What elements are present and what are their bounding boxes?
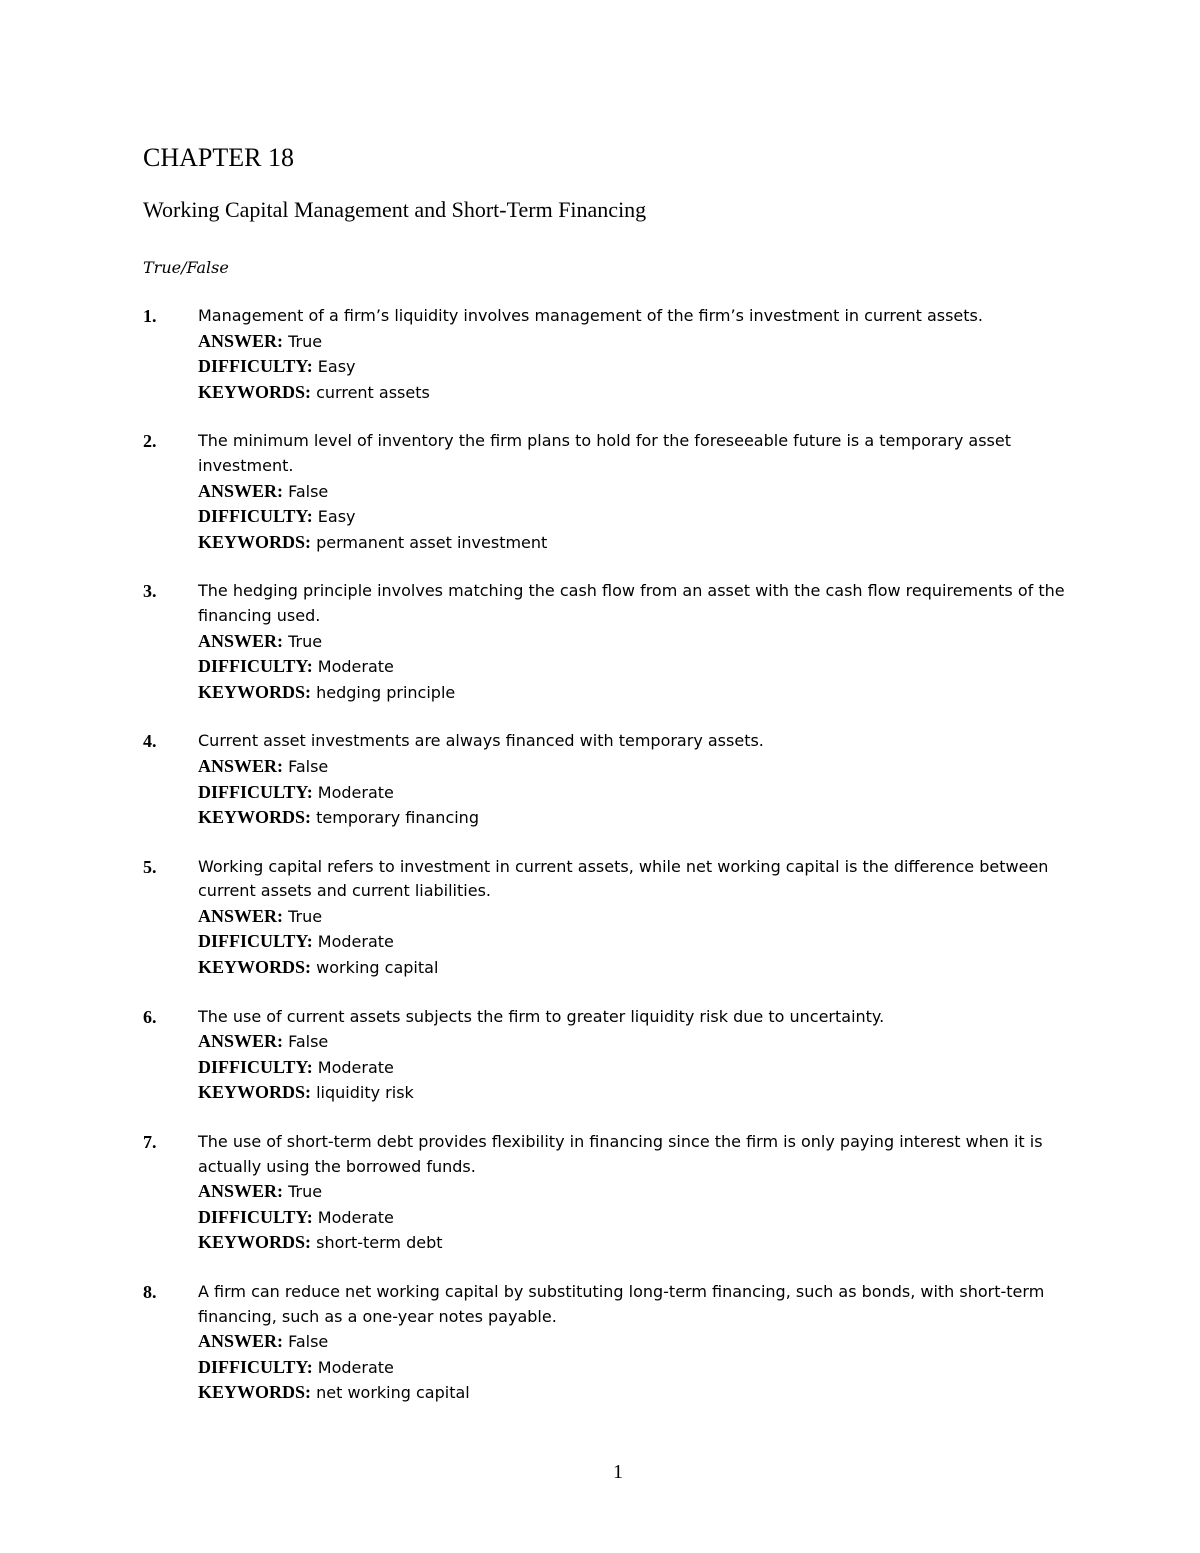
keywords-value: working capital xyxy=(316,958,439,978)
difficulty-value: Moderate xyxy=(317,1357,394,1377)
keywords-line xyxy=(198,680,1088,706)
difficulty-value: Moderate xyxy=(317,657,394,677)
answer-value: True xyxy=(288,631,323,651)
section-label: True/False xyxy=(143,258,229,277)
answer-value: False xyxy=(288,756,329,776)
difficulty-label: DIFFICULTY: xyxy=(198,656,313,677)
difficulty-label: DIFFICULTY: xyxy=(198,1056,313,1077)
keywords-line xyxy=(198,1080,1088,1106)
question-number: 4. xyxy=(143,731,157,752)
question-item xyxy=(0,429,1200,555)
keywords-label: KEYWORDS: xyxy=(198,807,312,828)
answer-line xyxy=(198,479,1088,505)
question-body xyxy=(198,429,1088,555)
answer-label: ANSWER: xyxy=(198,1031,284,1052)
difficulty-line xyxy=(198,780,1088,806)
keywords-value: permanent asset investment xyxy=(316,532,548,552)
page-number: 1 xyxy=(613,1461,623,1483)
answer-line xyxy=(198,1029,1088,1055)
keywords-line xyxy=(198,380,1088,406)
keywords-line xyxy=(198,805,1088,831)
question-text: Current asset investments are always financed with temporary assets. xyxy=(198,731,764,751)
difficulty-value: Easy xyxy=(317,357,356,377)
difficulty-line xyxy=(198,504,1088,530)
difficulty-label: DIFFICULTY: xyxy=(198,1356,313,1377)
difficulty-label: DIFFICULTY: xyxy=(198,1206,313,1227)
question-item xyxy=(0,729,1200,830)
question-body xyxy=(198,304,1088,405)
difficulty-value: Moderate xyxy=(317,932,394,952)
question-item xyxy=(0,1280,1200,1406)
question-number: 6. xyxy=(143,1006,157,1027)
difficulty-value: Moderate xyxy=(317,1057,394,1077)
keywords-value: net working capital xyxy=(316,1383,470,1403)
answer-label: ANSWER: xyxy=(198,630,284,651)
answer-line xyxy=(198,1179,1088,1205)
answer-label: ANSWER: xyxy=(198,1331,284,1352)
keywords-value: liquidity risk xyxy=(316,1083,414,1103)
difficulty-value: Easy xyxy=(317,507,356,527)
chapter-title: Working Capital Management and Short-Term Financing xyxy=(143,197,647,222)
question-number: 8. xyxy=(143,1282,157,1302)
answer-value: False xyxy=(288,1032,329,1052)
difficulty-label: DIFFICULTY: xyxy=(198,356,313,377)
answer-value: True xyxy=(288,1182,323,1202)
difficulty-line xyxy=(198,1205,1088,1231)
question-body xyxy=(198,729,1088,830)
answer-label: ANSWER: xyxy=(198,1181,284,1202)
difficulty-label: DIFFICULTY: xyxy=(198,506,313,527)
difficulty-label: DIFFICULTY: xyxy=(198,781,313,802)
question-text: The use of current assets subjects the firm to greater liquidity risk due to uncertainty. xyxy=(198,1006,885,1026)
question-body xyxy=(198,579,1088,705)
difficulty-label: DIFFICULTY: xyxy=(198,931,313,952)
question-item xyxy=(0,855,1200,981)
answer-value: False xyxy=(288,1332,329,1352)
question-text: The use of short-term debt provides flexibility in financing since the firm is only paying interest when it is actually using the borrowed funds. xyxy=(198,1132,1043,1176)
answer-label: ANSWER: xyxy=(198,755,284,776)
question-text: Management of a firm’s liquidity involves management of the firm’s investment in current assets. xyxy=(198,306,983,325)
keywords-line xyxy=(198,955,1088,981)
question-body xyxy=(198,1280,1088,1406)
answer-line xyxy=(198,1329,1088,1355)
question-item xyxy=(0,304,1200,405)
question-number: 2. xyxy=(143,431,157,452)
question-body xyxy=(198,1130,1088,1256)
question-text: A firm can reduce net working capital by substituting long-term financing, such as bonds, with short-term financing, such as a one-year notes payable. xyxy=(198,1282,1045,1326)
difficulty-line xyxy=(198,1055,1088,1081)
question-text: Working capital refers to investment in current assets, while net working capital is the difference between current assets and current liabilities. xyxy=(198,856,1049,901)
question-number: 3. xyxy=(143,581,157,602)
keywords-label: KEYWORDS: xyxy=(198,1232,312,1253)
question-body xyxy=(198,855,1088,981)
keywords-value: short-term debt xyxy=(316,1233,443,1253)
answer-line xyxy=(198,904,1088,930)
answer-value: True xyxy=(288,906,323,926)
difficulty-value: Moderate xyxy=(317,1207,394,1227)
answer-line xyxy=(198,329,1088,355)
keywords-label: KEYWORDS: xyxy=(198,957,312,978)
keywords-label: KEYWORDS: xyxy=(198,531,312,552)
answer-value: False xyxy=(288,481,329,501)
question-number: 7. xyxy=(143,1132,157,1153)
answer-label: ANSWER: xyxy=(198,330,284,351)
question-text: The minimum level of inventory the firm plans to hold for the foreseeable future is a temporary asset investment. xyxy=(198,431,1011,475)
keywords-label: KEYWORDS: xyxy=(198,681,312,702)
question-number: 1. xyxy=(143,306,157,326)
difficulty-line xyxy=(198,1355,1088,1381)
keywords-line xyxy=(198,1230,1088,1256)
keywords-label: KEYWORDS: xyxy=(198,1382,312,1403)
question-body xyxy=(198,1005,1088,1106)
keywords-line xyxy=(198,1380,1088,1406)
question-list xyxy=(0,304,1200,1430)
difficulty-value: Moderate xyxy=(317,782,394,802)
answer-label: ANSWER: xyxy=(198,480,284,501)
difficulty-line xyxy=(198,929,1088,955)
keywords-value: temporary financing xyxy=(316,808,479,828)
question-item xyxy=(0,1130,1200,1256)
keywords-label: KEYWORDS: xyxy=(198,381,312,402)
answer-line xyxy=(198,629,1088,655)
answer-line xyxy=(198,754,1088,780)
question-item xyxy=(0,1005,1200,1106)
question-number: 5. xyxy=(143,856,157,877)
chapter-heading: CHAPTER 18 xyxy=(143,143,294,172)
question-text: The hedging principle involves matching the cash flow from an asset with the cash flow requirements of the financing used. xyxy=(198,581,1065,625)
keywords-value: current assets xyxy=(316,382,430,402)
keywords-label: KEYWORDS: xyxy=(198,1082,312,1103)
difficulty-line xyxy=(198,654,1088,680)
answer-label: ANSWER: xyxy=(198,905,284,926)
answer-value: True xyxy=(288,331,323,351)
question-item xyxy=(0,579,1200,705)
keywords-line xyxy=(198,530,1088,556)
keywords-value: hedging principle xyxy=(316,682,456,702)
difficulty-line xyxy=(198,354,1088,380)
